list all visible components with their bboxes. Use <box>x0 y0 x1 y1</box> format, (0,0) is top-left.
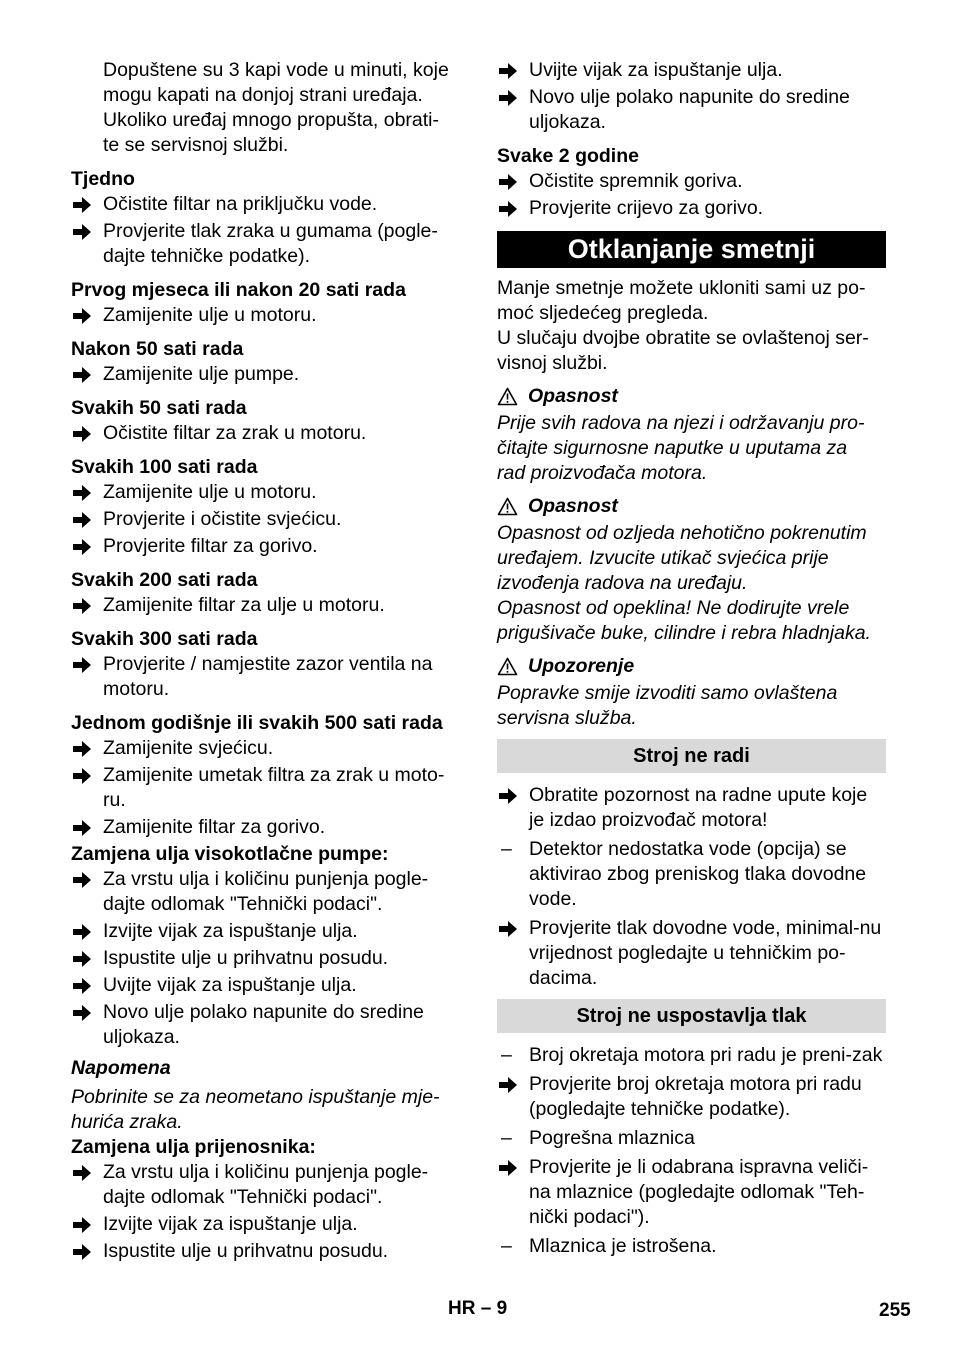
dash-bullet: – <box>501 1044 512 1066</box>
list-every-300 <box>71 652 463 702</box>
list-every-200 <box>71 593 463 618</box>
list-item: Zamijenite ulje u motoru. <box>71 480 463 505</box>
list-item: Novo ulje polako napunite do sredine uljokaza. <box>497 85 886 135</box>
arrow-icon <box>73 919 95 940</box>
subsection-title-no-pressure: Stroj ne uspostavlja tlak <box>497 999 886 1033</box>
list-not-running <box>497 783 886 991</box>
arrow-icon <box>73 192 95 213</box>
list-every-2-years <box>497 169 886 221</box>
arrow-icon <box>73 593 95 614</box>
list-item: Za vrstu ulja i količinu punjenja pogle-dajte odlomak "Tehnički podaci". <box>71 867 463 917</box>
arrow-icon <box>73 421 95 442</box>
intro-line: Ukoliko uređaj mnogo propušta, obrati- <box>103 109 440 131</box>
list-item: Za vrstu ulja i količinu punjenja pogle-dajte odlomak "Tehnički podaci". <box>71 1160 463 1210</box>
list-item: Provjerite filtar za gorivo. <box>71 534 463 559</box>
list-item: Zamijenite ulje pumpe. <box>71 362 463 387</box>
arrow-icon <box>73 736 95 757</box>
note-heading: Napomena <box>71 1057 171 1079</box>
list-item: Provjerite i očistite svjećicu. <box>71 507 463 532</box>
list-item: Uvijte vijak za ispuštanje ulja. <box>497 58 886 83</box>
intro-line: visnoj službi. <box>497 352 608 374</box>
list-item: Izvijte vijak za ispuštanje ulja. <box>71 1212 463 1237</box>
heading-every-200: Svakih 200 sati rada <box>71 569 258 591</box>
list-item: Uvijte vijak za ispuštanje ulja. <box>71 973 463 998</box>
arrow-icon <box>73 652 95 673</box>
list-item: Zamijenite svjećicu. <box>71 736 463 761</box>
list-item: Zamijenite filtar za ulje u motoru. <box>71 593 463 618</box>
page-number: 255 <box>879 1300 911 1321</box>
subsection-title-not-running: Stroj ne radi <box>497 739 886 773</box>
arrow-icon <box>499 58 521 79</box>
intro-line: Manje smetnje možete ukloniti sami uz po- <box>497 277 866 299</box>
arrow-icon <box>499 1155 521 1176</box>
list-first-month <box>71 303 463 328</box>
arrow-icon <box>73 219 95 240</box>
arrow-icon <box>499 85 521 106</box>
list-item: – Broj okretaja motora pri radu je preni-zak <box>501 1044 883 1066</box>
list-continued <box>497 58 886 135</box>
warning-label: Upozorenje <box>528 655 635 677</box>
list-after-50 <box>71 362 463 387</box>
heading-after-50: Nakon 50 sati rada <box>71 338 244 360</box>
warning-text-line: Prije svih radova na njezi i održavanju pro- <box>497 412 865 434</box>
arrow-icon <box>499 916 521 937</box>
danger-notice-1 <box>497 384 886 409</box>
list-weekly <box>71 192 463 269</box>
warning-text-line: izvođenja radova na uređaju. <box>497 572 748 594</box>
intro-line: U slučaju dvojbe obratite se ovlaštenoj ser- <box>497 327 869 349</box>
list-item: Obratite pozornost na radne upute koje je izdao proizvođač motora! <box>497 783 886 833</box>
list-gear-oil <box>71 1160 463 1264</box>
arrow-icon <box>73 1239 95 1260</box>
list-item: Očistite spremnik goriva. <box>497 169 886 194</box>
list-item: Očistite filtar za zrak u motoru. <box>71 421 463 446</box>
arrow-icon <box>73 867 95 888</box>
warning-text-line: Popravke smije izvoditi samo ovlaštena <box>497 682 838 704</box>
heading-every-300: Svakih 300 sati rada <box>71 628 258 650</box>
note-line: hurića zraka. <box>71 1111 183 1133</box>
dash-bullet: – <box>501 1235 512 1257</box>
list-pump-oil <box>71 867 463 1050</box>
warning-triangle-icon <box>497 387 518 406</box>
warning-label: Opasnost <box>528 385 618 407</box>
list-item: Ispustite ulje u prihvatnu posudu. <box>71 946 463 971</box>
list-item: Provjerite crijevo za gorivo. <box>497 196 886 221</box>
arrow-icon <box>73 507 95 528</box>
list-item: Zamijenite filtar za gorivo. <box>71 815 463 840</box>
list-no-pressure <box>497 1043 886 1259</box>
arrow-icon <box>73 534 95 555</box>
heading-yearly: Jednom godišnje ili svakih 500 sati rada <box>71 712 443 734</box>
heading-every-100: Svakih 100 sati rada <box>71 456 258 478</box>
intro-line: moć sljedećeg pregleda. <box>497 302 709 324</box>
list-item: Zamijenite umetak filtra za zrak u moto-ru. <box>71 763 463 813</box>
intro-line: mogu kapati na donjoj strani uređaja. <box>103 84 423 106</box>
heading-weekly: Tjedno <box>71 168 135 190</box>
dash-bullet: – <box>501 1127 512 1149</box>
arrow-icon <box>73 815 95 836</box>
list-item: Provjerite tlak zraka u gumama (pogle-dajte tehničke podatke). <box>71 219 463 269</box>
left-column <box>71 58 463 1266</box>
note-line: Pobrinite se za neometano ispuštanje mje- <box>71 1086 440 1108</box>
heading-first-month: Prvog mjeseca ili nakon 20 sati rada <box>71 279 406 301</box>
arrow-icon <box>73 946 95 967</box>
heading-gear-oil: Zamjena ulja prijenosnika: <box>71 1136 316 1158</box>
arrow-icon <box>73 303 95 324</box>
right-column <box>497 58 886 1263</box>
warning-text-line: servisna služba. <box>497 707 637 729</box>
heading-every-50: Svakih 50 sati rada <box>71 397 247 419</box>
troubleshooting-intro <box>497 276 886 376</box>
arrow-icon <box>73 1160 95 1181</box>
list-every-100 <box>71 480 463 559</box>
intro-line: te se servisnoj službi. <box>103 134 289 156</box>
warning-text-line: rad proizvođača motora. <box>497 462 708 484</box>
list-item: Očistite filtar na priključku vode. <box>71 192 463 217</box>
warning-text-line: uređajem. Izvucite utikač svjećica prije <box>497 547 829 569</box>
list-item: Provjerite je li odabrana ispravna veliči-na mlaznice (pogledajte odlomak "Teh-nički podaci"). <box>497 1155 886 1230</box>
warning-text-line: Opasnost od opeklina! Ne dodirujte vrele <box>497 597 850 619</box>
warning-label: Opasnost <box>528 495 618 517</box>
list-item: Provjerite / namjestite zazor ventila na motoru. <box>71 652 463 702</box>
arrow-icon <box>73 763 95 784</box>
arrow-icon <box>499 169 521 190</box>
dash-bullet: – <box>501 838 512 860</box>
list-item: Zamijenite ulje u motoru. <box>71 303 463 328</box>
footer-section-label: HR – 9 <box>448 1298 508 1319</box>
warning-text-line: Opasnost od ozljeda nehotično pokrenutim <box>497 522 867 544</box>
arrow-icon <box>73 1000 95 1021</box>
list-item: Izvijte vijak za ispuštanje ulja. <box>71 919 463 944</box>
list-item: – Pogrešna mlaznica <box>501 1127 695 1149</box>
list-item: – Detektor nedostatka vode (opcija) se aktivirao zbog preniskog tlaka dovodne vode. <box>501 838 867 910</box>
list-item: Novo ulje polako napunite do sredine uljokaza. <box>71 1000 463 1050</box>
caution-notice <box>497 654 886 679</box>
heading-pump-oil: Zamjena ulja visokotlačne pumpe: <box>71 843 389 865</box>
list-yearly <box>71 736 463 840</box>
list-item: Ispustite ulje u prihvatnu posudu. <box>71 1239 463 1264</box>
list-item: Provjerite broj okretaja motora pri radu (pogledajte tehničke podatke). <box>497 1072 886 1122</box>
intro-line: Dopuštene su 3 kapi vode u minuti, koje <box>103 59 449 81</box>
list-every-50 <box>71 421 463 446</box>
heading-every-2-years: Svake 2 godine <box>497 145 639 167</box>
intro-paragraph <box>71 58 463 158</box>
warning-text-line: čitajte sigurnosne naputke u uputama za <box>497 437 848 459</box>
arrow-icon <box>499 783 521 804</box>
arrow-icon <box>499 196 521 217</box>
arrow-icon <box>73 1212 95 1233</box>
warning-triangle-icon <box>497 497 518 516</box>
danger-notice-2 <box>497 494 886 519</box>
warning-text-line: prigušivače buke, cilindre i rebra hladnjaka. <box>497 622 871 644</box>
list-item: Provjerite tlak dovodne vode, minimal-nu vrijednost pogledajte u tehničkim po-dacima. <box>497 916 886 991</box>
warning-triangle-icon <box>497 657 518 676</box>
arrow-icon <box>73 480 95 501</box>
arrow-icon <box>73 973 95 994</box>
arrow-icon <box>73 362 95 383</box>
arrow-icon <box>499 1072 521 1093</box>
list-item: – Mlaznica je istrošena. <box>501 1235 717 1257</box>
section-title: Otklanjanje smetnji <box>497 231 886 268</box>
